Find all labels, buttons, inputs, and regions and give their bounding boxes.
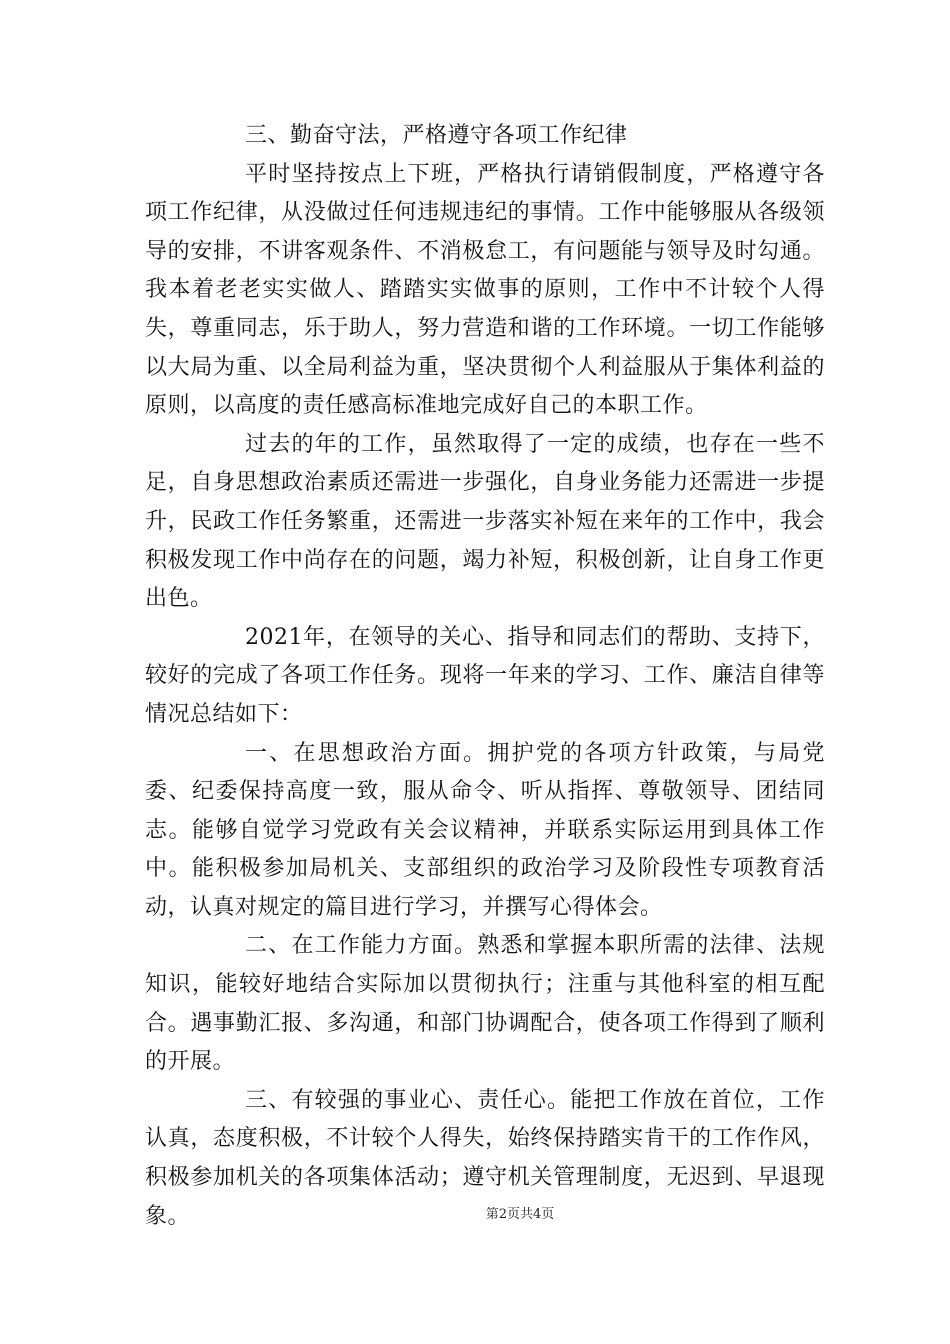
page-footer xyxy=(0,1203,950,1222)
paragraph: 2021年，在领导的关心、指导和同志们的帮助、支持下，较好的完成了各项工作任务。现将一年来的学习、工作、廉洁自律等情况总结如下： xyxy=(145,624,825,727)
paragraph: 平时坚持按点上下班，严格执行请销假制度，严格遵守各项工作纪律，从没做过任何违规违纪的事情。工作中能够服从各级领导的安排，不讲客观条件、不消极怠工，有问题能与领导及时勾通。我本着老老实实做人、踏踏实实做事的原则，工作中不计较个人得失，尊重同志，乐于助人，努力营造和谐的工作环境。一切工作能够以大局为重、以全局利益为重，坚决贯彻个人利益服从于集体利益的原则，以高度的责任感高标准地完成好自己的本职工作。 xyxy=(145,161,825,419)
paragraph: 二、在工作能力方面。熟悉和掌握本职所需的法律、法规知识，能较好地结合实际加以贯彻执行；注重与其他科室的相互配合。遇事勤汇报、多沟通，和部门协调配合，使各项工作得到了顺利的开展。 xyxy=(145,933,825,1075)
paragraph: 过去的年的工作，虽然取得了一定的成绩，也存在一些不足，自身思想政治素质还需进一步强化，自身业务能力还需进一步提升，民政工作任务繁重，还需进一步落实补短在来年的工作中，我会积极发现工作中尚存在的问题，竭力补短，积极创新，让自身工作更出色。 xyxy=(145,431,825,612)
section-heading: 三、勤奋守法，严格遵守各项工作纪律 xyxy=(245,123,628,148)
document-body xyxy=(145,117,825,1236)
paragraph: 三、有较强的事业心、责任心。能把工作放在首位，工作认真，态度积极，不计较个人得失，始终保持踏实肯干的工作作风，积极参加机关的各项集体活动；遵守机关管理制度，无迟到、早退现象。 xyxy=(145,1087,825,1229)
page-number: 第2页共4页 xyxy=(485,1207,555,1222)
paragraph: 一、在思想政治方面。拥护党的各项方针政策，与局党委、纪委保持高度一致，服从命令、听从指挥、尊敬领导、团结同志。能够自觉学习党政有关会议精神，并联系实际运用到具体工作中。能积极参加局机关、支部组织的政治学习及阶段性专项教育活动，认真对规定的篇目进行学习，并撰写心得体会。 xyxy=(145,740,825,920)
